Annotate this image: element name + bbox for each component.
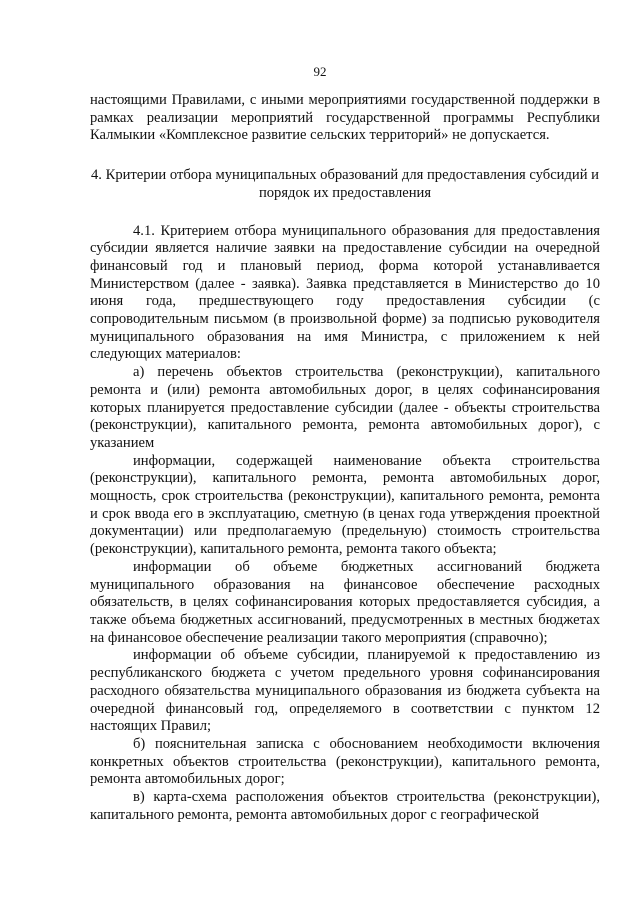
document-body xyxy=(90,92,600,824)
paragraph-b: б) пояснительная записка с обоснованием необходимости включения конкретных объектов строительства (реконструкции), капитального ремонта, ремонта автомобильных дорог; xyxy=(90,735,600,788)
paragraph-a: а) перечень объектов строительства (реконструкции), капитального ремонта и (или) ремонта автомобильных дорог, в целях софинансирования которых планируется предоставление субсидии (далее - объекты строительства (реконструкции), капитального ремонта, ремонта автомобильных дорог), с указанием xyxy=(90,364,600,451)
intro-paragraph: настоящими Правилами, с иными мероприятиями государственной поддержки в рамках реализации мероприятий государственной программы Республики Калмыкии «Комплексное развитие сельских территорий» не допускается. xyxy=(90,92,600,144)
paragraph-v: в) карта-схема расположения объектов строительства (реконструкции), капитального ремонта, ремонта автомобильных дорог с географической xyxy=(90,789,600,823)
section-title: 4. Критерии отбора муниципальных образований для предоставления субсидий и порядок их предоставления xyxy=(91,167,599,201)
paragraph-info-budget: информации об объеме бюджетных ассигнований бюджета муниципального образования на финансовое обеспечение расходных обязательств, в целях софинансирования которых предоставляется субсидия, а также объема бюджетных ассигнований, предусмотренных в местных бюджетах на финансовое обеспечение реализации такого мероприятия (справочно); xyxy=(90,558,600,646)
paragraph-4-1: 4.1. Критерием отбора муниципального образования для предоставления субсидии является наличие заявки на предоставление субсидии на очередной финансовый год и плановый период, форма которой устанавливается Министерством (далее - заявка). Заявка представляется в Министерство до 10 июня года, предшествующего году предоставления субсидии (с сопроводительным письмом (в произвольной форме) за подписью руководителя муниципального образования на имя Министра, с приложением к ней следующих материалов: xyxy=(90,222,600,363)
paragraph-info-object: информации, содержащей наименование объекта строительства (реконструкции), капитального ремонта, ремонта автомобильных дорог, мощность, срок строительства (реконструкции), капитального ремонта, ремонта и срок ввода его в эксплуатацию, сметную (в ценах года утверждения проектной документации) или предполагаемую (предельную) стоимость строительства (реконструкции), капитального ремонта, ремонта такого объекта; xyxy=(90,452,600,558)
page-number: 92 xyxy=(313,64,327,79)
paragraph-info-subsidy: информации об объеме субсидии, планируемой к предоставлению из республиканского бюджета с учетом предельного уровня софинансирования расходного обязательства муниципального образования из бюджета субъекта на очередной финансовый год, определяемого в соответствии с пунктом 12 настоящих Правил; xyxy=(90,647,600,735)
